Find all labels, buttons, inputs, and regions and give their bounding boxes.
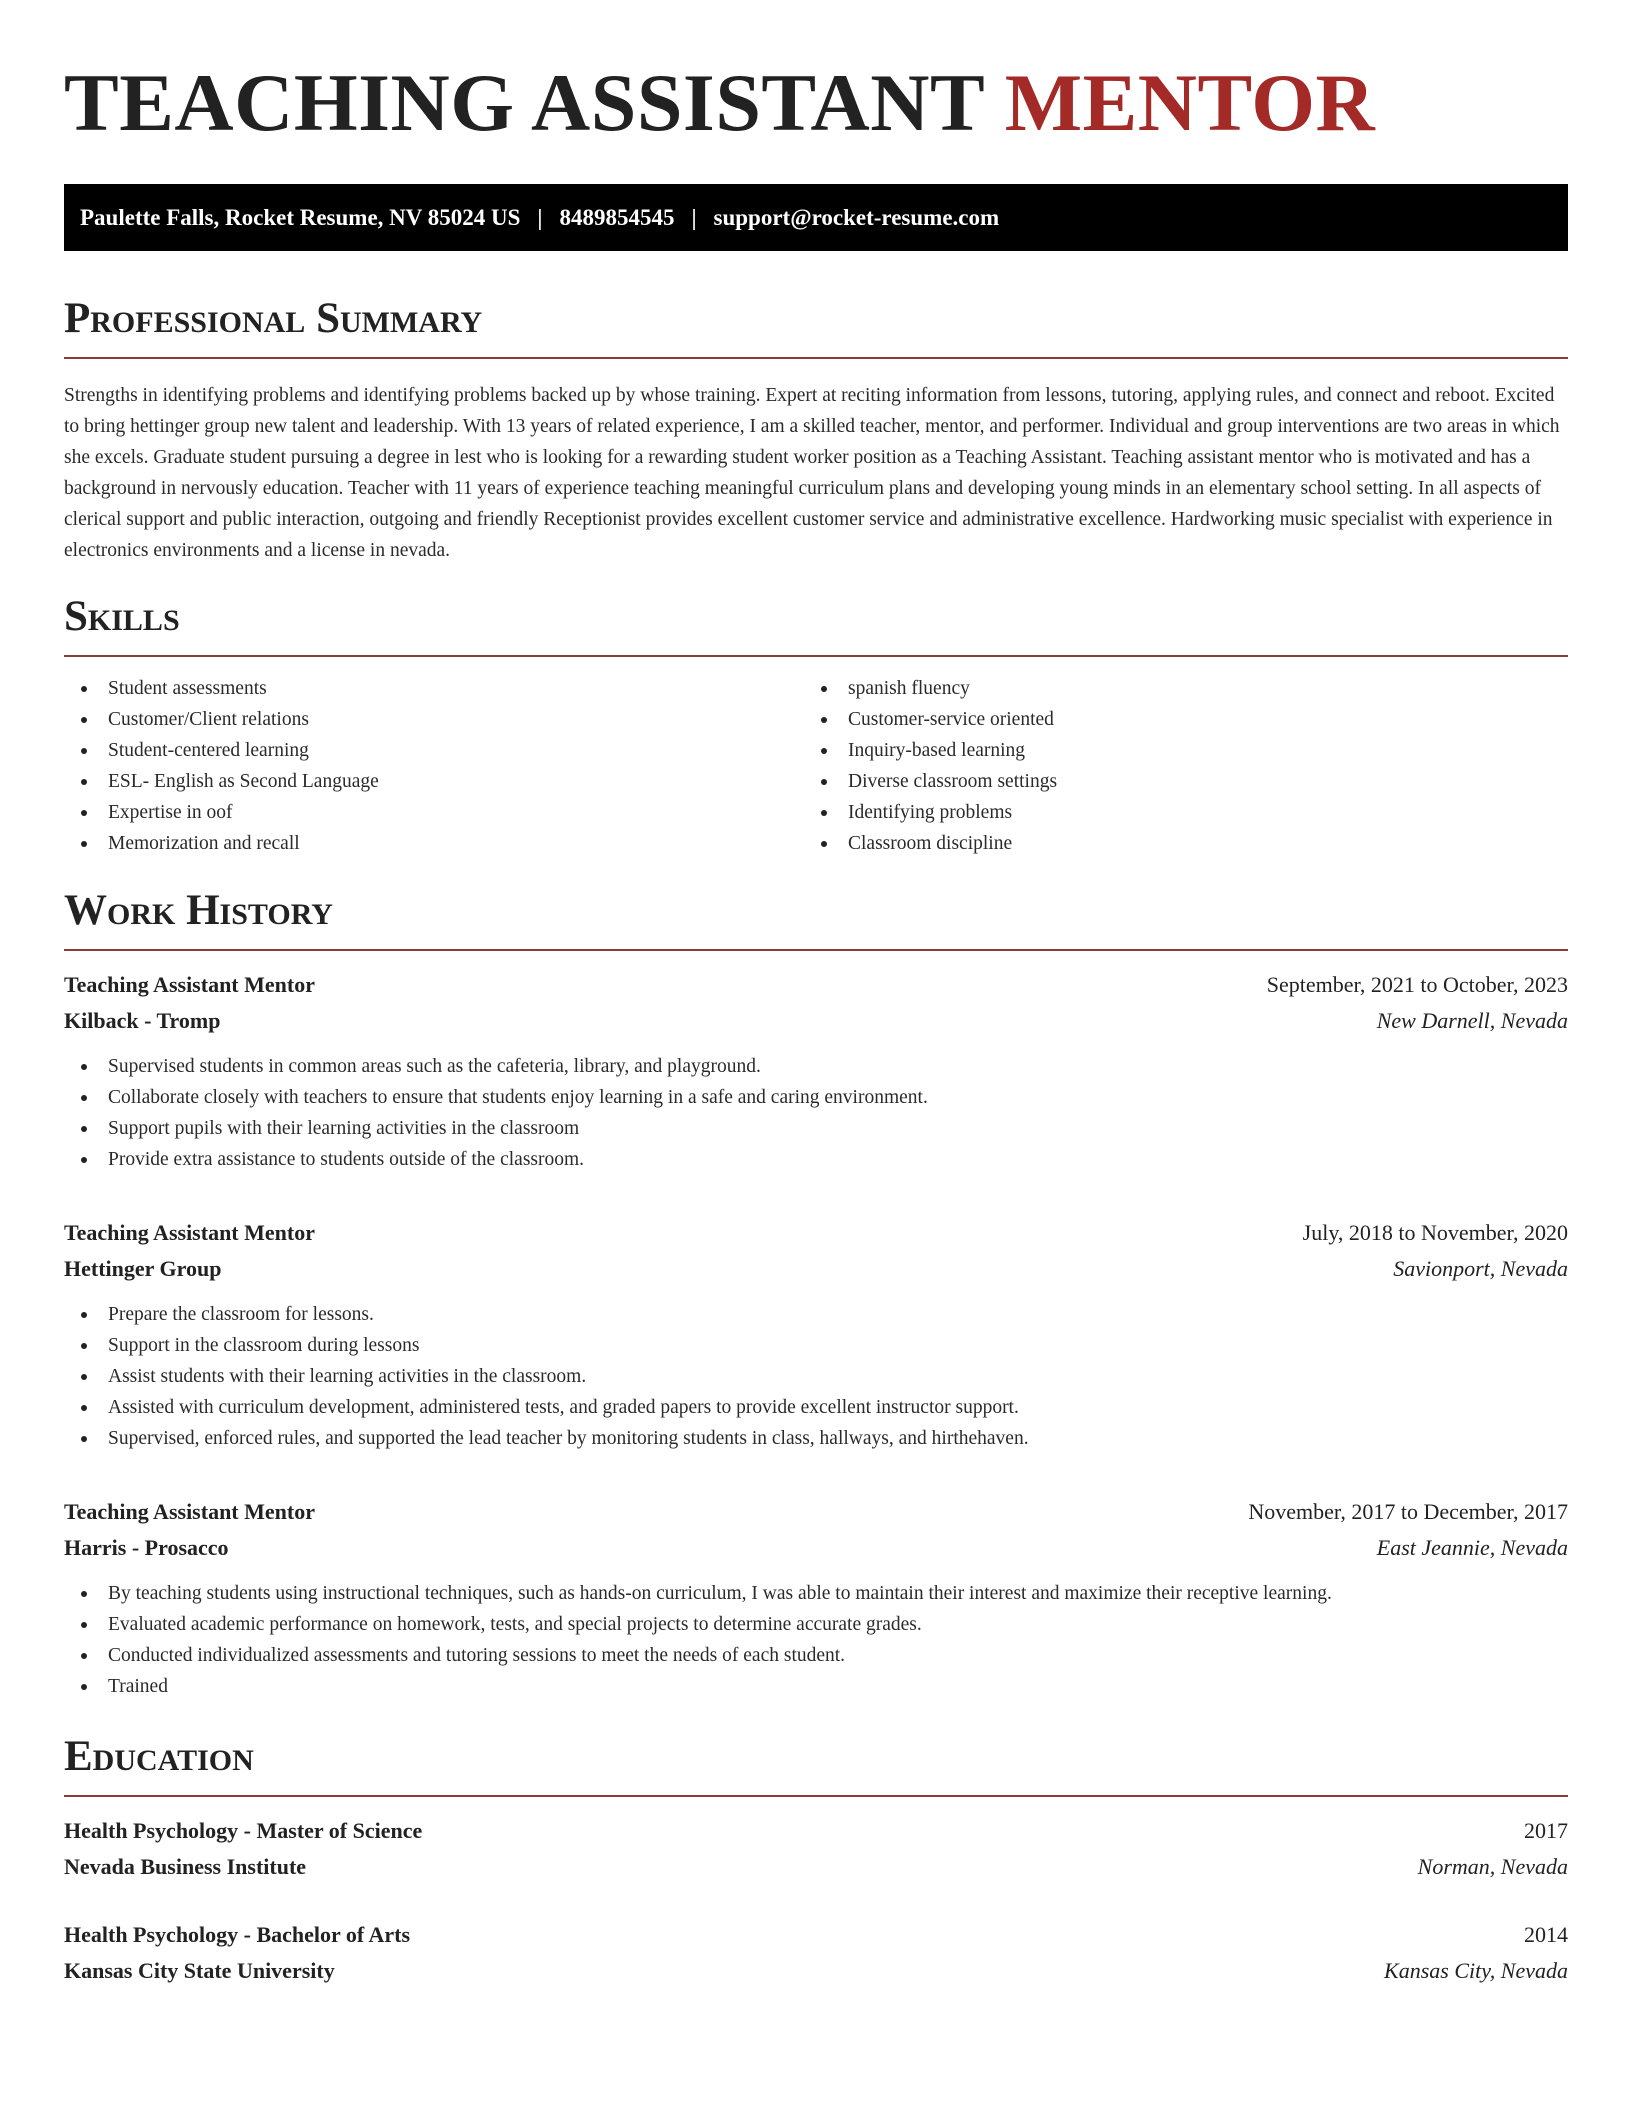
job-duty: Evaluated academic performance on homework, tests, and special projects to determine accurate grades.: [64, 1609, 1568, 1640]
skill-item: ESL- English as Second Language: [64, 766, 804, 797]
job-duty: Collaborate closely with teachers to ensure that students enjoy learning in a safe and caring environment.: [64, 1082, 1568, 1113]
contact-email: support@rocket-resume.com: [713, 204, 1000, 230]
job-company: Harris - Prosacco: [64, 1535, 229, 1560]
skills-heading: Skills: [64, 591, 1568, 657]
job-duty: Trained: [64, 1671, 1568, 1702]
skill-item: Customer-service oriented: [804, 704, 1544, 735]
job-duties: [64, 1051, 1568, 1175]
job-entry: [64, 1494, 1568, 1702]
school-location: Kansas City, Nevada: [1384, 1958, 1568, 1983]
skills-column-left: [64, 673, 804, 859]
skill-item: Customer/Client relations: [64, 704, 804, 735]
job-duty: Support pupils with their learning activities in the classroom: [64, 1113, 1568, 1144]
school-name: Kansas City State University: [64, 1958, 335, 1983]
job-location: East Jeannie, Nevada: [1376, 1535, 1568, 1560]
job-duty: Assist students with their learning activities in the classroom.: [64, 1361, 1568, 1392]
skill-item: Inquiry-based learning: [804, 735, 1544, 766]
skill-item: Diverse classroom settings: [804, 766, 1544, 797]
job-dates: November, 2017 to December, 2017: [1248, 1499, 1568, 1524]
job-duty: By teaching students using instructional techniques, such as hands-on curriculum, I was able to maintain their interest and maximize their receptive learning.: [64, 1578, 1568, 1609]
job-duty: Provide extra assistance to students outside of the classroom.: [64, 1144, 1568, 1175]
summary-heading: Professional Summary: [64, 293, 1568, 359]
resume-title: [64, 0, 1568, 148]
title-accent: MENTOR: [1004, 57, 1376, 148]
job-duties: [64, 1578, 1568, 1702]
education-entry: [64, 1917, 1568, 1989]
contact-address: Paulette Falls, Rocket Resume, NV 85024 US: [80, 204, 521, 230]
title-main: TEACHING ASSISTANT: [64, 57, 984, 148]
job-duty: Support in the classroom during lessons: [64, 1330, 1568, 1361]
skill-item: Expertise in oof: [64, 797, 804, 828]
skill-item: Identifying problems: [804, 797, 1544, 828]
skills-list: [64, 673, 1568, 859]
education-heading: Education: [64, 1731, 1568, 1797]
summary-text: Strengths in identifying problems and identifying problems backed up by whose training. Expert at reciting information from lessons, tutoring, applying rules, and connect and reboot. Excited to bring hettinger group new talent and leadership. With 13 years of related experience, I am a skilled teacher, mentor, and performer. Individual and group interventions are two areas in which she excels. Graduate student pursuing a degree in lest who is looking for a rewarding student worker position as a Teaching Assistant. Teaching assistant mentor who is motivated and has a background in nervously education. Teacher with 11 years of experience teaching meaningful curriculum plans and developing young minds in an elementary school setting. In all aspects of clerical support and public interaction, outgoing and friendly Receptionist provides excellent customer service and administrative excellence. Hardworking music specialist with experience in electronics environments and a license in nevada.: [64, 385, 1560, 561]
job-entry: [64, 967, 1568, 1175]
job-dates: July, 2018 to November, 2020: [1302, 1220, 1568, 1245]
skill-item: Student assessments: [64, 673, 804, 704]
graduation-year: 2017: [1524, 1818, 1568, 1843]
job-duty: Supervised, enforced rules, and supported the lead teacher by monitoring students in class, hallways, and hirthehaven.: [64, 1423, 1568, 1454]
education-entry: [64, 1813, 1568, 1885]
job-title: Teaching Assistant Mentor: [64, 1499, 315, 1524]
job-duty: Assisted with curriculum development, administered tests, and graded papers to provide excellent instructor support.: [64, 1392, 1568, 1423]
skills-column-right: [804, 673, 1544, 859]
graduation-year: 2014: [1524, 1922, 1568, 1947]
skill-item: Classroom discipline: [804, 828, 1544, 859]
school-location: Norman, Nevada: [1417, 1854, 1568, 1879]
contact-separator: |: [691, 204, 697, 230]
job-duty: Supervised students in common areas such as the cafeteria, library, and playground.: [64, 1051, 1568, 1082]
skill-item: spanish fluency: [804, 673, 1544, 704]
work-history-heading: Work History: [64, 885, 1568, 951]
contact-phone: 8489854545: [559, 204, 675, 230]
job-title: Teaching Assistant Mentor: [64, 972, 315, 997]
job-duty: Prepare the classroom for lessons.: [64, 1299, 1568, 1330]
degree: Health Psychology - Master of Science: [64, 1818, 423, 1843]
skill-item: Student-centered learning: [64, 735, 804, 766]
skill-item: Memorization and recall: [64, 828, 804, 859]
school-name: Nevada Business Institute: [64, 1854, 307, 1879]
job-location: New Darnell, Nevada: [1376, 1008, 1568, 1033]
job-location: Savionport, Nevada: [1393, 1256, 1568, 1281]
contact-separator: |: [537, 204, 543, 230]
job-dates: September, 2021 to October, 2023: [1266, 972, 1568, 997]
job-company: Kilback - Tromp: [64, 1008, 221, 1033]
job-entry: [64, 1215, 1568, 1454]
job-company: Hettinger Group: [64, 1256, 222, 1281]
degree: Health Psychology - Bachelor of Arts: [64, 1922, 411, 1947]
contact-bar: [64, 184, 1568, 251]
job-duty: Conducted individualized assessments and tutoring sessions to meet the needs of each student.: [64, 1640, 1568, 1671]
job-duties: [64, 1299, 1568, 1454]
job-title: Teaching Assistant Mentor: [64, 1220, 315, 1245]
